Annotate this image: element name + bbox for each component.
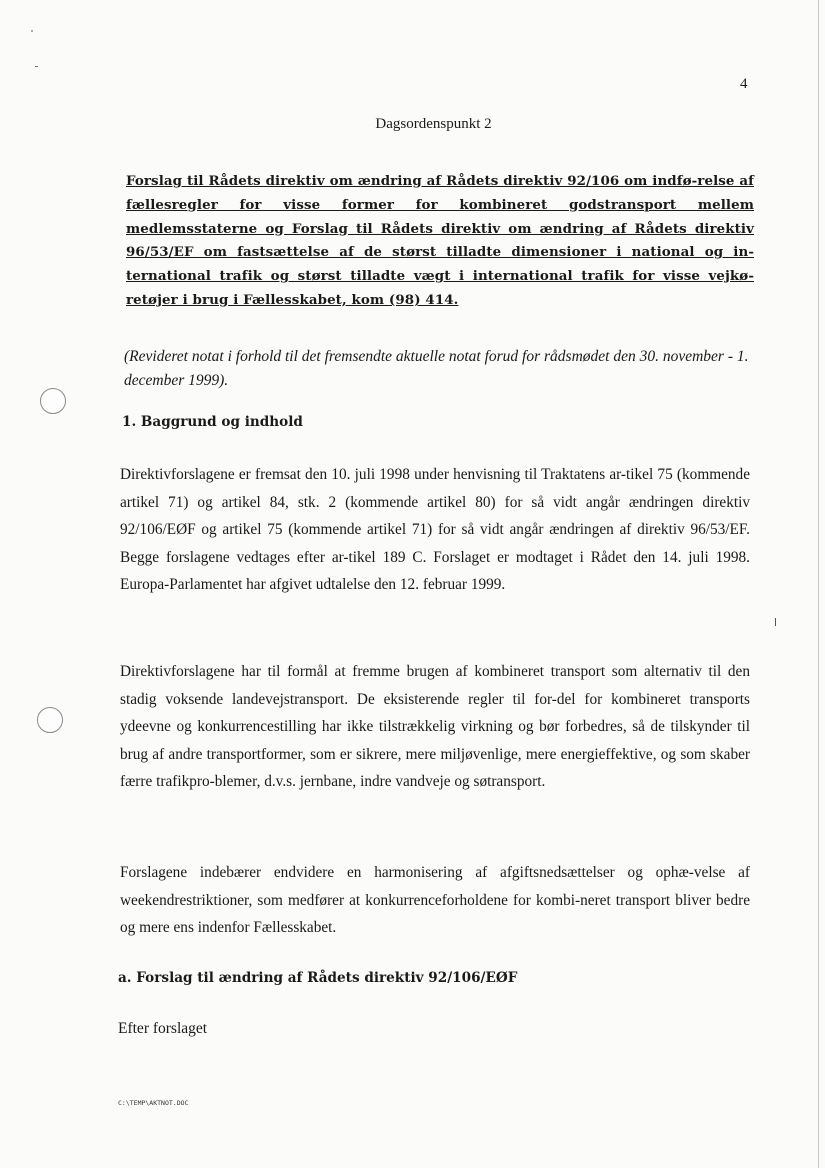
page-number: 4 [740,76,748,92]
body-paragraph-3: Forslagene indebærer endvidere en harmonisering af afgiftsnedsættelser og ophæ-velse af weekendrestriktioner, som medfører at konkurrenceforholdene for kombi-neret transport bliver bedre og mere ens indenfor Fællesskabet. [120,864,750,937]
punch-hole-upper [40,388,66,414]
footer-file-path: C:\TEMP\AKTNOT.DOC [118,1099,189,1107]
body-paragraph-1: Direktivforslagene er fremsat den 10. juli 1998 under henvisning til Traktatens ar-tikel 75 (kommende artikel 71) og artikel 84, stk. 2 (kommende artikel 80) for så vidt angår ændringen direktiv 92/106/EØF og artikel 75 (kommende artikel 71) for så vidt angår ændringen af direktiv 96/53/EF. Begge forslagene vedtages efter ar-tikel 189 C. Forslaget er modtaget i Rådet den 14. juli 1998. Europa-Parlamentet har afgivet udtalelse den 12. februar 1999. [120,466,750,594]
closing-line: Efter forslaget [118,1020,208,1037]
revision-note: (Revideret notat i forhold til det fremsendte aktuelle notat forud for rådsmødet den 30. november - 1. december 1999). [124,348,749,389]
document-title: Forslag til Rådets direktiv om ændring af Rådets direktiv 92/106 om indfø-relse af fællesregler for visse former for kombineret godstransport mellem medlemsstaterne og Forslag til Rådets direktiv om ændring af Rådets direktiv 96/53/EF om fastsættelse af de størst tilladte dimensioner i national og in-ternational trafik og størst tilladte vægt i international trafik for visse vejkø-retøjer i brug i Fællesskabet, kom (98) 414. [126,173,754,308]
subsection-heading-a: a. Forslag til ændring af Rådets direktiv 92/106/EØF [118,970,518,986]
agenda-item-label: Dagsordenspunkt 2 [375,116,492,132]
scan-edge-line [818,0,819,1168]
scan-speck [35,66,38,67]
body-paragraph-2: Direktivforslagene har til formål at fremme brugen af kombineret transport som alternativ til den stadig voksende landevejstransport. De eksisterende regler til for-del for kombineret transports ydeevne og konkurrencestilling har ikke tilstrækkelig virkning og bør forbedres, så de tilskynder til brug af andre transportformer, som er sikrere, mere miljøvenlige, mere energieffektive, og som skaber færre trafikpro-blemer, d.v.s. jernbane, indre vandveje og søtransport. [120,663,750,791]
section-heading-background: 1. Baggrund og indhold [122,414,303,430]
punch-hole-lower [37,707,63,733]
scan-speck [31,30,33,32]
scan-speck [775,618,776,626]
